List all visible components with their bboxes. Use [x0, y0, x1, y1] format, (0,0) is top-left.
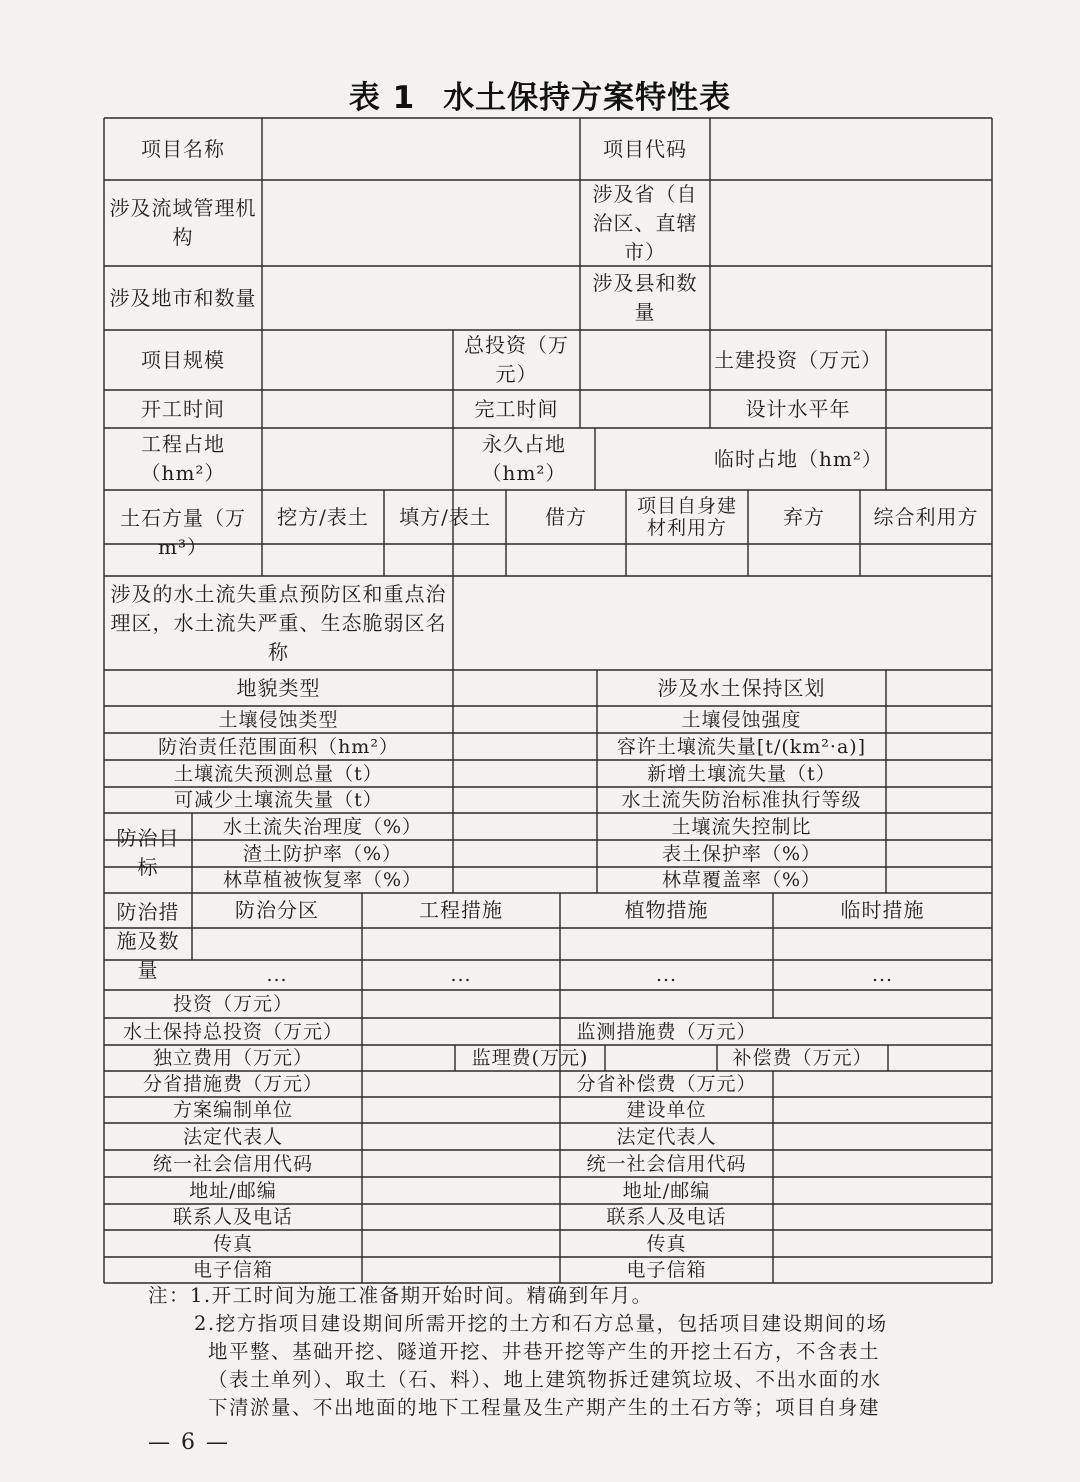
cell-legal-rep: 法定代表人 — [616, 1125, 717, 1148]
page-number: — 6 — — [148, 1430, 230, 1455]
cell-responsibility-area: 防治责任范围面积（hm²） — [158, 735, 399, 758]
cell-address: 地址/邮编 — [622, 1179, 711, 1202]
cell-basin-agency: 涉及流域管理机构 — [109, 196, 257, 249]
cell-earthwork: 土石方量（万 m³） — [120, 506, 246, 559]
cell-reducible-loss: 可减少土壤流失量（t） — [174, 789, 383, 811]
note-2-line: 下清淤量、不出地面的地下工程量及生产期产生的土石方等；项目自身建 — [208, 1396, 881, 1419]
cell-waste: 弃方 — [783, 504, 825, 529]
cell-control-degree: 水土流失治理度（%） — [222, 815, 423, 838]
cell-civil-investment: 土建投资（万元） — [714, 347, 882, 372]
cell-self-use: 项目自身建材利用方 — [636, 495, 737, 539]
cell-project-code: 项目代码 — [603, 136, 687, 161]
cell-zoning: 涉及水土保持区划 — [657, 675, 826, 700]
cell-monitoring-fee: 监测措施费（万元） — [576, 1020, 757, 1043]
cell-comprehensive-use: 综合利用方 — [873, 504, 979, 529]
cell-fax: 传真 — [212, 1232, 253, 1255]
cell-project-name: 项目名称 — [141, 136, 225, 161]
cell-plant: 植物措施 — [624, 898, 709, 922]
cell-design-year: 设计水平年 — [745, 396, 851, 421]
cell-excavation: 挖方/表土 — [277, 504, 369, 529]
cell-borrow: 借方 — [545, 504, 587, 529]
note-label: 注： — [148, 1284, 191, 1307]
cell-start-time: 开工时间 — [141, 396, 225, 421]
cell-targets: 防治目标 — [116, 826, 180, 879]
cell-fill: 填方/表土 — [399, 504, 491, 529]
table-title-text: 水土保持方案特性表 — [443, 80, 732, 116]
cell-erosion-intensity: 土壤侵蚀强度 — [681, 708, 802, 731]
note-1: 1.开工时间为施工准备期开始时间。精确到年月。 — [190, 1284, 653, 1307]
cell-address: 地址/邮编 — [189, 1179, 277, 1202]
note-2-line: 2.挖方指项目建设期间所需开挖的土方和石方总量，包括项目建设期间的场 — [194, 1312, 888, 1335]
cell-forest-coverage: 林草覆盖率（%） — [661, 869, 822, 891]
cell-email: 电子信箱 — [626, 1259, 707, 1281]
cell-permanent-land: 永久占地（hm²） — [481, 432, 567, 485]
cell-contact: 联系人及电话 — [606, 1206, 727, 1228]
cell-plan-unit: 方案编制单位 — [172, 1099, 293, 1121]
cell-investment: 投资（万元） — [172, 993, 293, 1015]
cell-fax: 传真 — [646, 1232, 687, 1255]
cell-ellipsis: ... — [871, 964, 894, 986]
cell-project-scale: 项目规模 — [141, 347, 225, 372]
cell-legal-rep: 法定代表人 — [182, 1125, 283, 1148]
cell-new-loss: 新增土壤流失量（t） — [647, 762, 836, 785]
cell-landform: 地貌类型 — [236, 675, 321, 700]
cell-provincial-compensation: 分省补偿费（万元） — [576, 1073, 757, 1095]
cell-ellipsis: ... — [655, 964, 678, 986]
cell-vegetation-recovery: 林草植被恢复率（%） — [222, 869, 423, 891]
note-2-line: （表土单列）、取土（石、料）、地上建筑物拆迁建筑垃圾、不出水面的水 — [208, 1368, 882, 1391]
cell-total-investment: 总投资（万元） — [464, 333, 569, 386]
cell-erosion-type: 土壤侵蚀类型 — [218, 708, 339, 731]
cell-finish-time: 完工时间 — [474, 396, 559, 421]
cell-loss-control-ratio: 土壤流失控制比 — [671, 815, 812, 838]
cell-credit-code: 统一社会信用代码 — [152, 1152, 313, 1175]
cell-land-area: 工程占地（hm²） — [140, 432, 226, 485]
cell-zone: 防治分区 — [235, 898, 319, 922]
cell-engineering: 工程措施 — [419, 898, 503, 922]
cell-ellipsis: ... — [266, 964, 288, 986]
cell-supervision-fee: 监理费(万元) — [471, 1047, 589, 1069]
cell-province: 涉及省（自治区、直辖市） — [592, 181, 698, 264]
cell-construction-unit: 建设单位 — [626, 1099, 707, 1121]
cell-ellipsis: ... — [450, 964, 472, 986]
cell-provincial-measures: 分省措施费（万元） — [142, 1073, 323, 1095]
cell-independent-fee: 独立费用（万元） — [152, 1047, 313, 1069]
cell-contact: 联系人及电话 — [172, 1206, 293, 1228]
cell-total-swc-investment: 水土保持总投资（万元） — [122, 1020, 343, 1043]
cell-allowable-loss: 容许土壤流失量[t/(km²·a)] — [616, 735, 867, 758]
notes-section — [148, 1282, 978, 1422]
cell-city-count: 涉及地市和数量 — [109, 285, 257, 310]
cell-slag-protection: 渣土防护率（%） — [242, 842, 403, 865]
cell-compensation-fee: 补偿费（万元） — [732, 1047, 873, 1069]
note-2-line: 地平整、基础开挖、隧道开挖、井巷开挖等产生的开挖土石方，不含表土 — [208, 1340, 881, 1363]
cell-credit-code: 统一社会信用代码 — [586, 1152, 747, 1175]
cell-temporary: 临时措施 — [840, 898, 925, 922]
cell-key-areas: 涉及的水土流失重点预防区和重点治理区，水土流失严重、生态脆弱区名称 — [110, 581, 447, 664]
cell-measures: 防治措施及数量 — [116, 900, 180, 982]
cell-temporary-land: 临时占地（hm²） — [714, 446, 883, 471]
table-number: 表 1 — [348, 80, 416, 116]
cell-email: 电子信箱 — [192, 1259, 273, 1281]
cell-standard-grade: 水土流失防治标准执行等级 — [621, 789, 862, 811]
cell-county-count: 涉及县和数量 — [592, 271, 698, 324]
note-1-line — [148, 1282, 978, 1310]
cell-predicted-loss: 土壤流失预测总量（t） — [174, 762, 383, 785]
cell-topsoil-protection: 表土保护率（%） — [661, 842, 822, 865]
